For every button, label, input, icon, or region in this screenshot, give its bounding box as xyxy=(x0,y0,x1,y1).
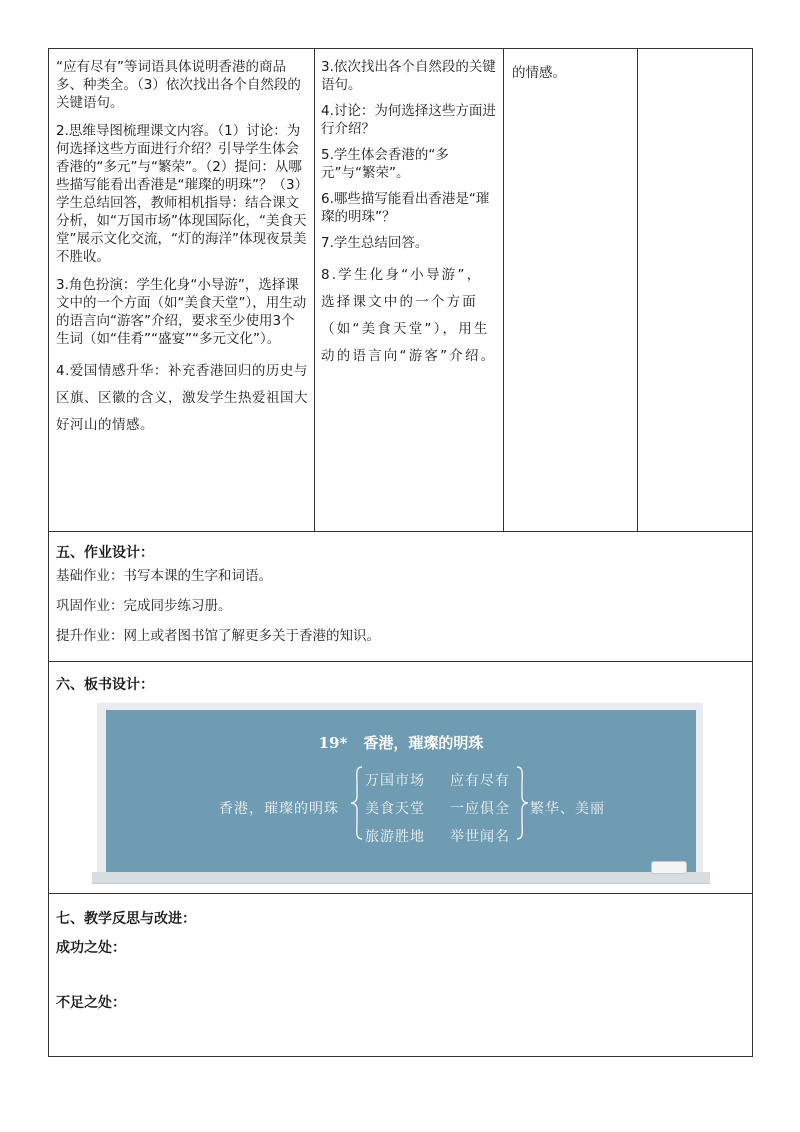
col-divider-1 xyxy=(314,48,315,531)
board-heading xyxy=(106,732,696,753)
board-conclusion: 繁华、美丽 xyxy=(530,801,605,817)
board-lesson-title: 香港，璀璨的明珠 xyxy=(363,734,484,752)
board-lesson-number: 19* xyxy=(318,734,348,752)
board-topic-3: 旅游胜地 xyxy=(365,829,425,845)
teacher-step-4: 4.爱国情感升华：补充香港回归的历史与区旗、区徽的含义，激发学生热爱祖国大好河山的情感。 xyxy=(56,363,308,433)
teacher-step-2: 2.思维导图梳理课文内容。（1）讨论：为何选择这些方面进行介绍？引导学生体会香港的“多元”与“繁荣”。（2）提问：从哪些描写能看出香港是“璀璨的明珠”？（3）学生总结回答，教师相机指导：结合课文分析，如“万国市场”体现国际化，“美食天堂”展示文化交流，“灯的海洋”体现夜景美不胜收。 xyxy=(56,123,307,265)
homework-consolidate: 巩固作业：完成同步练习册。 xyxy=(56,598,232,614)
teacher-activities-cell xyxy=(56,58,308,447)
row-divider-board xyxy=(48,661,753,662)
student-step-7: 7.学生总结回答。 xyxy=(321,235,429,251)
row-divider-homework xyxy=(48,531,753,532)
right-brace xyxy=(515,765,529,841)
board-section xyxy=(56,676,746,700)
board-section-title: 六、板书设计： xyxy=(56,677,154,693)
board-phrase-2: 一应俱全 xyxy=(450,801,510,817)
board-topic-1: 万国市场 xyxy=(365,773,425,789)
design-intent-cell xyxy=(512,64,632,90)
success-label: 成功之处： xyxy=(56,940,126,956)
reflection-section xyxy=(56,910,746,1018)
col-divider-3 xyxy=(637,48,638,531)
homework-extend: 提升作业：网上或者图书馆了解更多关于香港的知识。 xyxy=(56,628,380,644)
row-divider-reflection xyxy=(48,893,753,894)
teacher-step-1-tail: “应有尽有”等词语具体说明香港的商品多、种类全。（3）依次找出各个自然段的关键语句。 xyxy=(56,59,301,111)
student-activities-cell xyxy=(321,58,497,378)
blackboard-ledge xyxy=(92,872,710,884)
eraser-icon xyxy=(651,861,687,874)
student-step-5: 5.学生体会香港的“多元”与“繁荣”。 xyxy=(321,147,449,181)
board-phrase-1: 应有尽有 xyxy=(450,773,510,789)
student-step-6: 6.哪些描写能看出香港是“璀璨的明珠”？ xyxy=(321,191,490,225)
left-brace xyxy=(350,765,364,841)
student-step-4: 4.讨论：为何选择这些方面进行介绍？ xyxy=(321,103,496,137)
student-step-3: 3.依次找出各个自然段的关键语句。 xyxy=(321,59,496,93)
homework-section xyxy=(56,544,746,657)
board-left-text: 香港，璀璨的明珠 xyxy=(219,801,339,817)
blackboard xyxy=(106,710,696,872)
homework-title: 五、作业设计： xyxy=(56,545,154,561)
design-intent-text: 的情感。 xyxy=(512,65,566,81)
col-divider-2 xyxy=(503,48,504,531)
student-step-8: 8.学生化身“小导游”，选择课文中的一个方面（如“美食天堂”），用生动的语言向“游客”介绍。 xyxy=(321,267,497,364)
blackboard-illustration xyxy=(92,703,710,885)
reflection-title: 七、教学反思与改进： xyxy=(56,911,196,927)
teacher-step-3: 3.角色扮演：学生化身“小导游”，选择课文中的一个方面（如“美食天堂”），用生动的语言向“游客”介绍，要求至少使用3个生词（如“佳肴”“盛宴”“多元文化”）。 xyxy=(56,277,307,347)
notes-cell xyxy=(644,64,748,72)
board-phrase-3: 举世闻名 xyxy=(450,829,510,845)
homework-basic: 基础作业：书写本课的生字和词语。 xyxy=(56,568,272,584)
shortcoming-label: 不足之处： xyxy=(56,995,126,1011)
board-topic-2: 美食天堂 xyxy=(365,801,425,817)
